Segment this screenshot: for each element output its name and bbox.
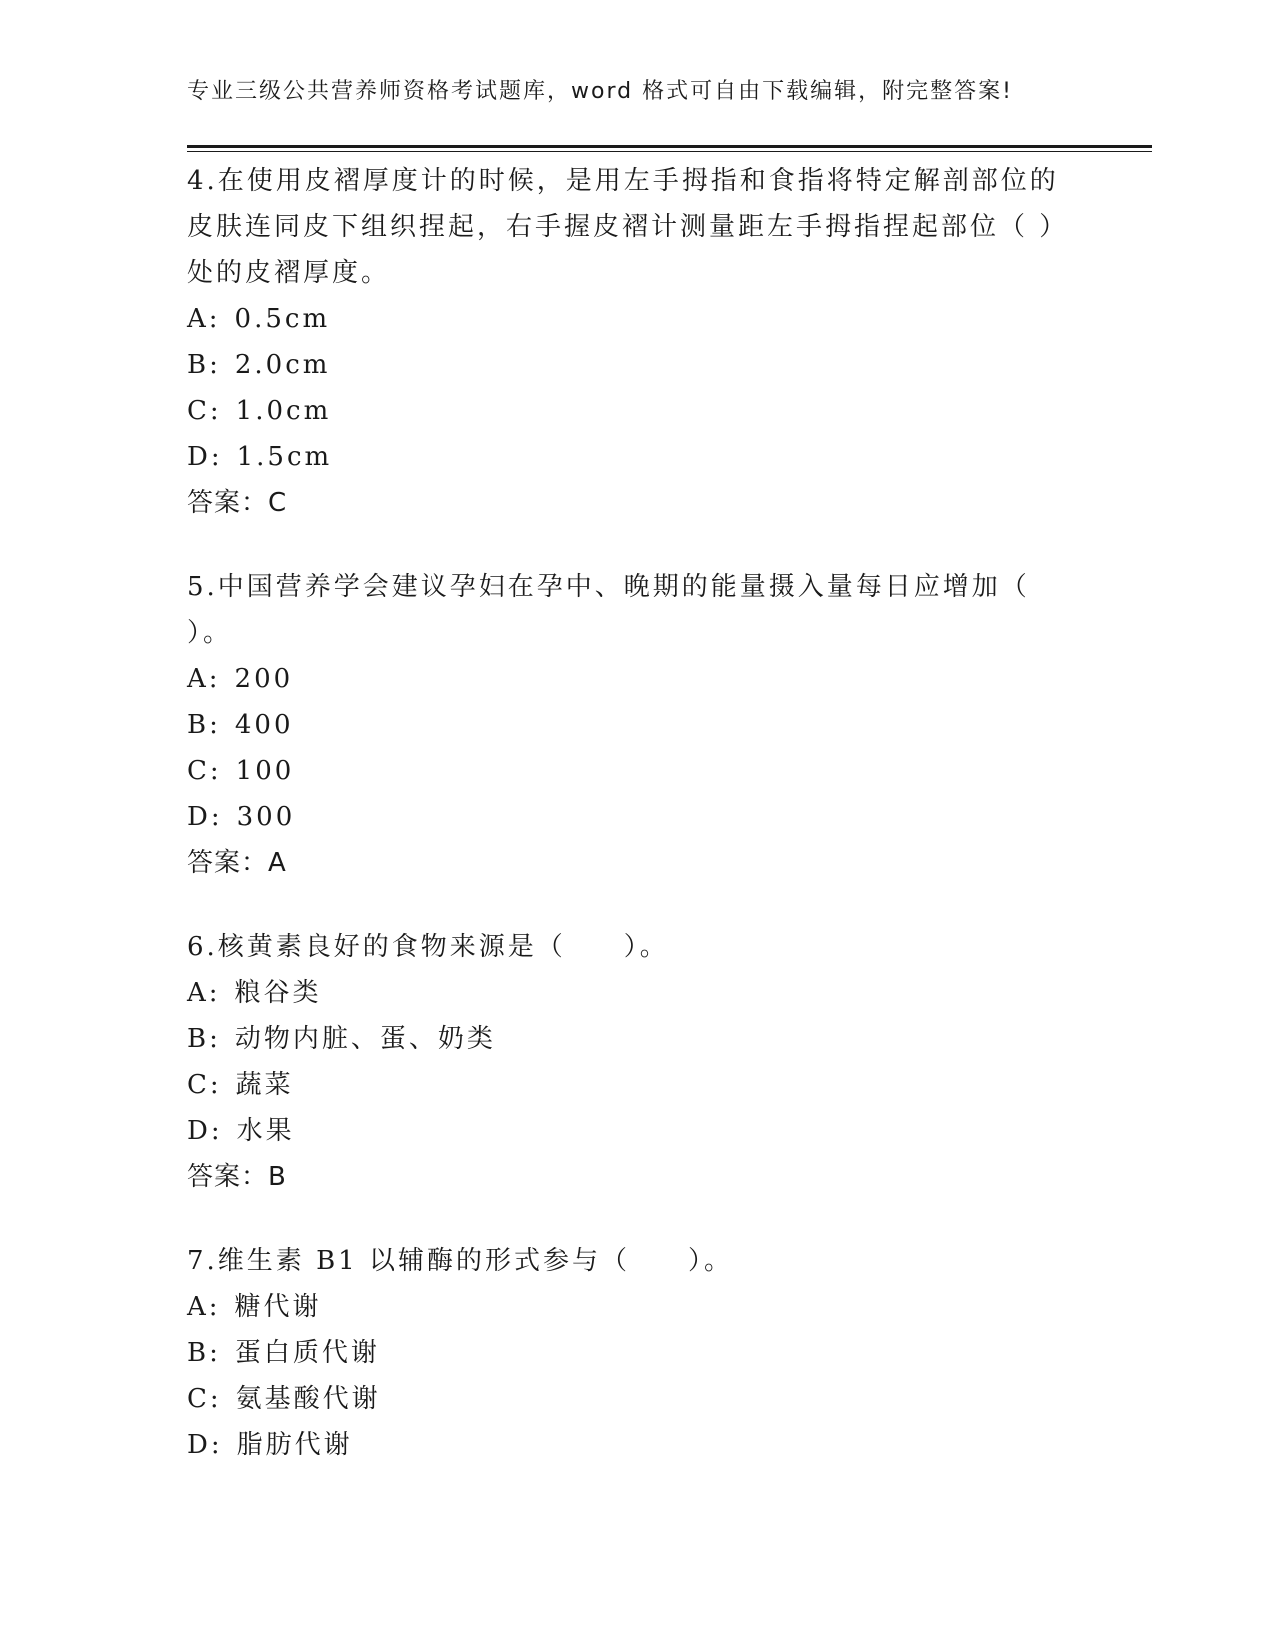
option-a xyxy=(187,656,1067,702)
option-text: 100 xyxy=(235,756,295,786)
option-d xyxy=(187,1108,1067,1154)
question-stem: 6.核黄素良好的食物来源是（ ）。 xyxy=(187,932,669,962)
option-label: D: xyxy=(187,802,223,832)
question-6 xyxy=(187,924,1067,1200)
option-text: 脂肪代谢 xyxy=(236,1430,353,1460)
option-text: 水果 xyxy=(236,1116,295,1146)
option-label: B: xyxy=(187,350,221,380)
option-b xyxy=(187,1330,1067,1376)
option-a xyxy=(187,296,1067,342)
option-text: 0.5cm xyxy=(234,304,331,334)
option-c xyxy=(187,1062,1067,1108)
header-rule-thick xyxy=(187,145,1152,148)
header-rule-thin xyxy=(187,151,1152,152)
option-c xyxy=(187,388,1067,434)
option-text: 1.5cm xyxy=(236,442,333,472)
option-label: B: xyxy=(187,710,221,740)
option-label: C: xyxy=(187,396,222,426)
option-label: A: xyxy=(187,304,221,334)
option-c xyxy=(187,1376,1067,1422)
option-label: B: xyxy=(187,1024,221,1054)
option-a xyxy=(187,1284,1067,1330)
option-text: 200 xyxy=(234,664,294,694)
option-d xyxy=(187,1422,1067,1468)
option-text: 1.0cm xyxy=(235,396,332,426)
option-label: C: xyxy=(187,1070,222,1100)
option-c xyxy=(187,748,1067,794)
option-text: 300 xyxy=(236,802,296,832)
question-7 xyxy=(187,1238,1067,1468)
option-label: D: xyxy=(187,1430,223,1460)
option-text: 蛋白质代谢 xyxy=(234,1338,380,1368)
option-text: 氨基酸代谢 xyxy=(235,1384,381,1414)
option-label: A: xyxy=(187,664,221,694)
question-5 xyxy=(187,564,1067,886)
option-b xyxy=(187,1016,1067,1062)
page-header: 专业三级公共营养师资格考试题库，word 格式可自由下载编辑，附完整答案! xyxy=(187,79,1013,104)
option-text: 2.0cm xyxy=(234,350,331,380)
answer-line: 答案：C xyxy=(187,488,288,518)
option-text: 蔬菜 xyxy=(235,1070,294,1100)
question-stem: 4.在使用皮褶厚度计的时候，是用左手拇指和食指将特定解剖部位的皮肤连同皮下组织捏起，右手握皮褶计测量距左手拇指捏起部位（ ）处的皮褶厚度。 xyxy=(187,166,1059,288)
option-text: 粮谷类 xyxy=(234,978,322,1008)
option-label: C: xyxy=(187,1384,222,1414)
option-a xyxy=(187,970,1067,1016)
option-d xyxy=(187,434,1067,480)
option-b xyxy=(187,702,1067,748)
answer-line: 答案：A xyxy=(187,848,287,878)
option-text: 400 xyxy=(234,710,294,740)
option-label: D: xyxy=(187,442,223,472)
option-text: 糖代谢 xyxy=(234,1292,322,1322)
question-stem: 7.维生素 B1 以辅酶的形式参与（ ）。 xyxy=(187,1246,733,1276)
option-label: B: xyxy=(187,1338,221,1368)
answer-line: 答案：B xyxy=(187,1162,287,1192)
option-label: A: xyxy=(187,1292,221,1322)
question-stem: 5.中国营养学会建议孕妇在孕中、晚期的能量摄入量每日应增加（ ）。 xyxy=(187,572,1030,648)
option-label: A: xyxy=(187,978,221,1008)
option-b xyxy=(187,342,1067,388)
option-text: 动物内脏、蛋、奶类 xyxy=(234,1024,496,1054)
option-label: C: xyxy=(187,756,222,786)
question-list xyxy=(187,158,1067,1506)
question-4 xyxy=(187,158,1067,526)
option-d xyxy=(187,794,1067,840)
option-label: D: xyxy=(187,1116,223,1146)
